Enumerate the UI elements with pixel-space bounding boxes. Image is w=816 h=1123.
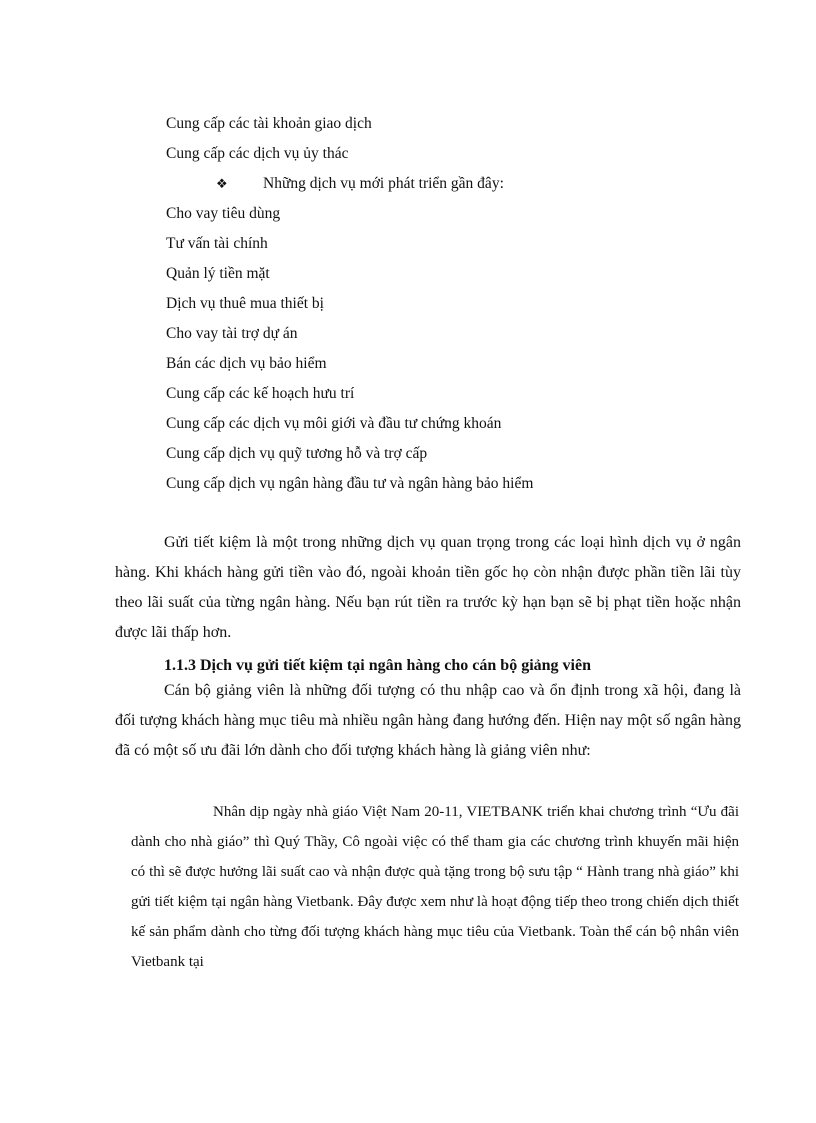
list-item: Tư vấn tài chính [166, 235, 268, 252]
list-item: Bán các dịch vụ bảo hiểm [166, 355, 327, 372]
list-item: Cung cấp các dịch vụ ủy thác [166, 145, 349, 162]
new-services-heading: Những dịch vụ mới phát triển gần đây: [263, 175, 504, 192]
paragraph-savings: Gửi tiết kiệm là một trong những dịch vụ quan trọng trong các loại hình dịch vụ ở ngân hàng. Khi khách hàng gửi tiền vào đó, ngoài khoản tiền gốc họ còn nhận được phần tiền lãi tùy theo lãi suất của từng ngân hàng. Nếu bạn rút tiền ra trước kỳ hạn bạn sẽ bị phạt tiền hoặc nhận được lãi thấp hơn. [115, 534, 741, 641]
paragraph-lecturers: Cán bộ giảng viên là những đối tượng có thu nhập cao và ổn định trong xã hội, đang là đối tượng khách hàng mục tiêu mà nhiều ngân hàng đang hướng đến. Hiện nay một số ngân hàng đã có một số ưu đãi lớn dành cho đối tượng khách hàng là giảng viên như: [115, 682, 741, 759]
list-item: Cung cấp các kế hoạch hưu trí [166, 385, 355, 402]
list-item: Cho vay tài trợ dự án [166, 325, 298, 342]
list-item: Cung cấp các tài khoản giao dịch [166, 115, 372, 132]
section-heading: 1.1.3 Dịch vụ gửi tiết kiệm tại ngân hàng cho cán bộ giảng viên [164, 657, 591, 674]
list-item: Cung cấp dịch vụ ngân hàng đầu tư và ngân hàng bảo hiểm [166, 475, 534, 492]
list-item: Cung cấp các dịch vụ môi giới và đầu tư chứng khoán [166, 415, 502, 432]
list-item: Cho vay tiêu dùng [166, 205, 281, 222]
paragraph-vietbank: Nhân dịp ngày nhà giáo Việt Nam 20-11, VIETBANK triển khai chương trình “Ưu đãi dành cho nhà giáo” thì Quý Thầy, Cô ngoài việc có thể tham gia các chương trình khuyến mãi hiện có thì sẽ được hưởng lãi suất cao và nhận được quà tặng trong bộ sưu tập “ Hành trang nhà giáo” khi gửi tiết kiệm tại ngân hàng Vietbank. Đây được xem như là hoạt động tiếp theo trong chiến dịch thiết kế sản phẩm dành cho từng đối tượng khách hàng mục tiêu của Vietbank. Toàn thể cán bộ nhân viên Vietbank tại [131, 804, 739, 970]
list-item: Quản lý tiền mặt [166, 265, 270, 282]
list-item: Dịch vụ thuê mua thiết bị [166, 295, 324, 312]
list-item: Cung cấp dịch vụ quỹ tương hỗ và trợ cấp [166, 445, 428, 462]
diamond-bullet-icon: ❖ [216, 176, 228, 191]
